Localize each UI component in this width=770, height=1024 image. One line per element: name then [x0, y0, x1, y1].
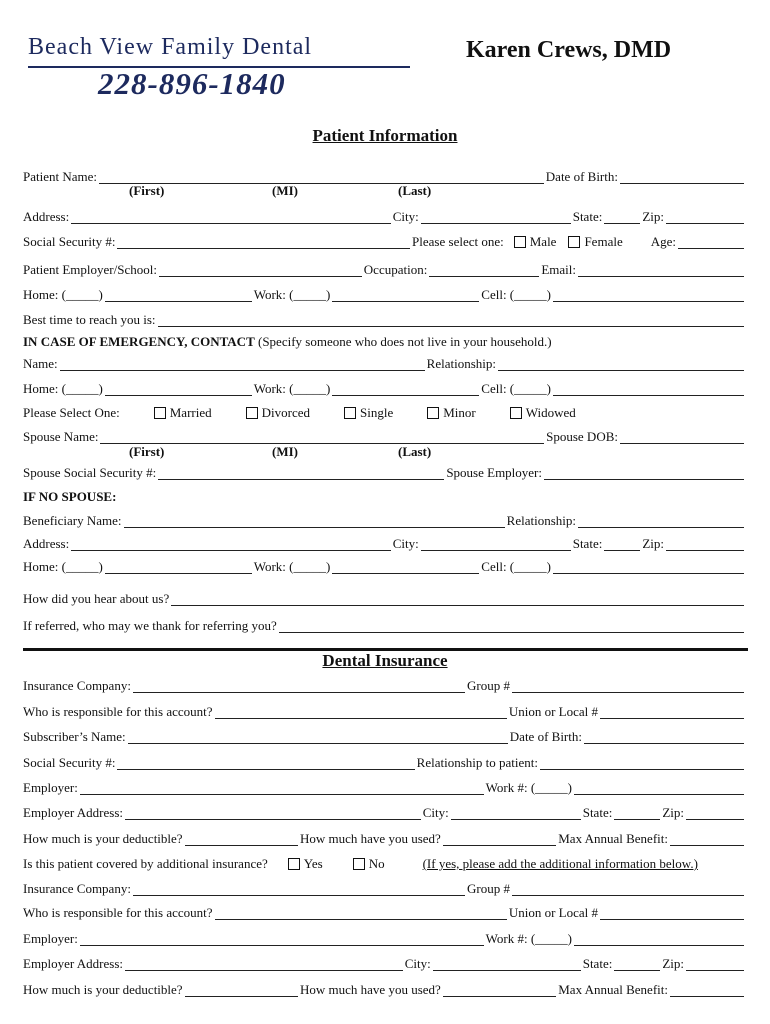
- spouse-last-caption: (Last): [398, 444, 432, 459]
- ins2-employer-label: Employer:: [23, 931, 78, 946]
- ins2-union-label: Union or Local #: [508, 905, 598, 920]
- spouse-ssn-row: [23, 465, 746, 480]
- emergency-home-label: Home: (_____): [23, 381, 103, 396]
- city-field[interactable]: [421, 211, 571, 224]
- ins2-responsible-row: [23, 905, 746, 920]
- ins2-group-field[interactable]: [512, 883, 744, 896]
- ssn-label: Social Security #:: [23, 234, 116, 249]
- beneficiary-relationship-label: Relationship:: [506, 513, 576, 528]
- responsible-label: Who is responsible for this account?: [23, 704, 213, 719]
- referred-row: [23, 618, 746, 633]
- patient-name-row: [23, 169, 746, 184]
- patient-info-title: Patient Information: [312, 126, 458, 145]
- additional-row: [23, 856, 746, 871]
- practice-name: Beach View Family Dental: [28, 34, 313, 60]
- beneficiary-zip-field[interactable]: [666, 538, 744, 551]
- cell-phone-field[interactable]: [553, 289, 744, 302]
- max-benefit-field[interactable]: [670, 833, 744, 846]
- beneficiary-city-label: City:: [392, 536, 419, 551]
- practice-phone: 228-896-1840: [98, 66, 286, 101]
- beneficiary-work-field[interactable]: [332, 561, 479, 574]
- ins2-city-label: City:: [404, 956, 431, 971]
- yes-label: Yes: [303, 856, 323, 871]
- ins2-employer-row: [23, 931, 746, 946]
- ins-company-label: Insurance Company:: [23, 678, 131, 693]
- spouse-dob-field[interactable]: [620, 431, 744, 444]
- ssn-row: [23, 234, 746, 249]
- ins2-union-field[interactable]: [600, 907, 744, 920]
- spouse-mi-caption: (MI): [272, 444, 298, 459]
- mi-caption: (MI): [272, 183, 298, 198]
- beneficiary-relationship-field[interactable]: [578, 515, 744, 528]
- ins-relationship-field[interactable]: [540, 757, 744, 770]
- subscriber-field[interactable]: [128, 731, 508, 744]
- ins2-employer-address-label: Employer Address:: [23, 956, 124, 971]
- heard-field[interactable]: [171, 593, 744, 606]
- deductible-label: How much is your deductible?: [23, 831, 183, 846]
- beneficiary-work-label: Work: (_____): [253, 559, 331, 574]
- ssn-field[interactable]: [117, 236, 410, 249]
- female-checkbox[interactable]: [568, 236, 580, 248]
- ins-city-label: City:: [422, 805, 449, 820]
- emergency-heading: [23, 334, 552, 349]
- emergency-work-label: Work: (_____): [253, 381, 331, 396]
- spouse-dob-label: Spouse DOB:: [546, 429, 618, 444]
- ins2-max-benefit-field[interactable]: [670, 984, 744, 997]
- ins2-max-benefit-label: Max Annual Benefit:: [558, 982, 668, 997]
- emergency-work-field[interactable]: [332, 383, 479, 396]
- subscriber-row: [23, 729, 746, 744]
- dob-label: Date of Birth:: [545, 169, 618, 184]
- ins-employer-address-label: Employer Address:: [23, 805, 124, 820]
- subscriber-dob-label: Date of Birth:: [509, 729, 582, 744]
- spouse-ssn-field[interactable]: [158, 467, 444, 480]
- subscriber-dob-field[interactable]: [584, 731, 744, 744]
- emergency-relationship-field[interactable]: [498, 358, 744, 371]
- ins-ssn-row: [23, 755, 746, 770]
- spouse-employer-field[interactable]: [544, 467, 744, 480]
- email-label: Email:: [541, 262, 576, 277]
- if-yes-note: (If yes, please add the additional information below.): [422, 856, 698, 871]
- ins2-company-field[interactable]: [133, 883, 465, 896]
- marital-row: [23, 405, 746, 420]
- ins-zip-field[interactable]: [686, 807, 744, 820]
- ins-city-field[interactable]: [451, 807, 581, 820]
- spouse-name-field[interactable]: [100, 431, 544, 444]
- patient-name-label: Patient Name:: [23, 169, 98, 184]
- ins2-work-label: Work #: (_____): [485, 931, 572, 946]
- doctor-name: Karen Crews, DMD: [466, 37, 672, 63]
- ins-work-label: Work #: (_____): [485, 780, 572, 795]
- spouse-employer-label: Spouse Employer:: [446, 465, 542, 480]
- used-field[interactable]: [443, 833, 556, 846]
- emergency-bold: IN CASE OF EMERGENCY, CONTACT: [23, 334, 255, 349]
- phones-row: [23, 287, 746, 302]
- spouse-name-label: Spouse Name:: [23, 429, 99, 444]
- used-label: How much have you used?: [300, 831, 441, 846]
- beneficiary-address-label: Address:: [23, 536, 70, 551]
- beneficiary-phones-row: [23, 559, 746, 574]
- ins-state-label: State:: [582, 805, 613, 820]
- ins2-state-field[interactable]: [614, 958, 660, 971]
- ins2-used-label: How much have you used?: [300, 982, 441, 997]
- ins2-zip-field[interactable]: [686, 958, 744, 971]
- ins2-employer-field[interactable]: [80, 933, 484, 946]
- zip-field[interactable]: [666, 211, 744, 224]
- group-label: Group #: [467, 678, 510, 693]
- ins2-deductible-row: [23, 982, 746, 997]
- marital-label: Please Select One:: [23, 405, 120, 420]
- deductible-field[interactable]: [185, 833, 298, 846]
- beneficiary-city-field[interactable]: [421, 538, 571, 551]
- beneficiary-label: Beneficiary Name:: [23, 513, 122, 528]
- ins-employer-row: [23, 780, 746, 795]
- heard-label: How did you hear about us?: [23, 591, 170, 606]
- beneficiary-state-field[interactable]: [604, 538, 640, 551]
- married-checkbox[interactable]: [154, 407, 166, 419]
- no-checkbox[interactable]: [353, 858, 365, 870]
- city-label: City:: [392, 209, 419, 224]
- occupation-field[interactable]: [429, 264, 539, 277]
- responsible-field[interactable]: [215, 706, 507, 719]
- ins2-company-label: Insurance Company:: [23, 881, 131, 896]
- ins-ssn-field[interactable]: [117, 757, 414, 770]
- first-caption: (First): [129, 183, 165, 198]
- ins2-employer-address-field[interactable]: [125, 958, 403, 971]
- emergency-name-field[interactable]: [60, 358, 425, 371]
- ins-employer-label: Employer:: [23, 780, 78, 795]
- ins-employer-address-row: [23, 805, 746, 820]
- work-phone-field[interactable]: [332, 289, 479, 302]
- ins-relationship-label: Relationship to patient:: [416, 755, 538, 770]
- referred-label: If referred, who may we thank for referring you?: [23, 618, 277, 633]
- ins-work-field[interactable]: [574, 782, 744, 795]
- ins2-state-label: State:: [582, 956, 613, 971]
- gender-select-label: Please select one:: [412, 234, 504, 249]
- ins2-employer-address-row: [23, 956, 746, 971]
- ins2-used-field[interactable]: [443, 984, 556, 997]
- address-row: [23, 209, 746, 224]
- home-phone-field[interactable]: [105, 289, 252, 302]
- single-checkbox[interactable]: [344, 407, 356, 419]
- referred-field[interactable]: [279, 620, 744, 633]
- male-checkbox[interactable]: [514, 236, 526, 248]
- beneficiary-home-field[interactable]: [105, 561, 252, 574]
- spouse-name-row: [23, 429, 746, 444]
- state-field[interactable]: [604, 211, 640, 224]
- responsible-row: [23, 704, 746, 719]
- email-field[interactable]: [578, 264, 744, 277]
- no-spouse-heading: IF NO SPOUSE:: [23, 489, 117, 504]
- ins-company-row: [23, 678, 746, 693]
- emergency-note: (Specify someone who does not live in your household.): [254, 334, 552, 349]
- ins-state-field[interactable]: [614, 807, 660, 820]
- emergency-name-label: Name:: [23, 356, 58, 371]
- ins2-responsible-label: Who is responsible for this account?: [23, 905, 213, 920]
- ins-employer-address-field[interactable]: [125, 807, 421, 820]
- divorced-checkbox[interactable]: [246, 407, 258, 419]
- best-time-row: [23, 312, 746, 327]
- beneficiary-address-field[interactable]: [71, 538, 390, 551]
- dob-field[interactable]: [620, 171, 744, 184]
- no-label: No: [368, 856, 385, 871]
- emergency-cell-label: Cell: (_____): [481, 381, 551, 396]
- employer-row: [23, 262, 746, 277]
- ins-company-field[interactable]: [133, 680, 465, 693]
- additional-label: Is this patient covered by additional insurance?: [23, 856, 268, 871]
- work-phone-label: Work: (_____): [253, 287, 331, 302]
- ins-ssn-label: Social Security #:: [23, 755, 116, 770]
- spouse-first-caption: (First): [129, 444, 165, 459]
- ins2-work-field[interactable]: [574, 933, 744, 946]
- male-label: Male: [529, 234, 557, 249]
- female-label: Female: [584, 234, 623, 249]
- widowed-checkbox[interactable]: [510, 407, 522, 419]
- ins2-group-label: Group #: [467, 881, 510, 896]
- single-label: Single: [360, 405, 394, 420]
- age-field[interactable]: [678, 236, 744, 249]
- beneficiary-row: [23, 513, 746, 528]
- emergency-home-field[interactable]: [105, 383, 252, 396]
- deductible-row: [23, 831, 746, 846]
- cell-phone-label: Cell: (_____): [481, 287, 551, 302]
- union-field[interactable]: [600, 706, 744, 719]
- beneficiary-field[interactable]: [124, 515, 505, 528]
- ins2-deductible-label: How much is your deductible?: [23, 982, 183, 997]
- best-time-label: Best time to reach you is:: [23, 312, 156, 327]
- occupation-label: Occupation:: [363, 262, 428, 277]
- beneficiary-cell-field[interactable]: [553, 561, 744, 574]
- beneficiary-state-label: State:: [572, 536, 603, 551]
- dental-insurance-title: Dental Insurance: [322, 651, 448, 670]
- emergency-cell-field[interactable]: [553, 383, 744, 396]
- subscriber-label: Subscriber’s Name:: [23, 729, 126, 744]
- state-label: State:: [572, 209, 603, 224]
- last-caption: (Last): [398, 183, 432, 198]
- ins-zip-label: Zip:: [662, 805, 684, 820]
- yes-checkbox[interactable]: [288, 858, 300, 870]
- group-field[interactable]: [512, 680, 744, 693]
- ins-employer-field[interactable]: [80, 782, 484, 795]
- minor-checkbox[interactable]: [427, 407, 439, 419]
- ins2-zip-label: Zip:: [662, 956, 684, 971]
- widowed-label: Widowed: [525, 405, 576, 420]
- spouse-ssn-label: Spouse Social Security #:: [23, 465, 157, 480]
- zip-label: Zip:: [642, 209, 664, 224]
- max-benefit-label: Max Annual Benefit:: [558, 831, 668, 846]
- ins2-company-row: [23, 881, 746, 896]
- employer-school-label: Patient Employer/School:: [23, 262, 157, 277]
- beneficiary-address-row: [23, 536, 746, 551]
- married-label: Married: [169, 405, 212, 420]
- employer-school-field[interactable]: [159, 264, 362, 277]
- union-label: Union or Local #: [508, 704, 598, 719]
- divorced-label: Divorced: [261, 405, 310, 420]
- emergency-name-row: [23, 356, 746, 371]
- minor-label: Minor: [443, 405, 476, 420]
- emergency-phones-row: [23, 381, 746, 396]
- beneficiary-cell-label: Cell: (_____): [481, 559, 551, 574]
- ins2-city-field[interactable]: [433, 958, 581, 971]
- age-label: Age:: [650, 234, 676, 249]
- ins2-deductible-field[interactable]: [185, 984, 298, 997]
- address-field[interactable]: [71, 211, 390, 224]
- heard-row: [23, 591, 746, 606]
- home-phone-label: Home: (_____): [23, 287, 103, 302]
- beneficiary-zip-label: Zip:: [642, 536, 664, 551]
- best-time-field[interactable]: [158, 314, 744, 327]
- ins2-responsible-field[interactable]: [215, 907, 507, 920]
- beneficiary-home-label: Home: (_____): [23, 559, 103, 574]
- emergency-relationship-label: Relationship:: [426, 356, 496, 371]
- address-label: Address:: [23, 209, 70, 224]
- patient-name-field[interactable]: [99, 171, 544, 184]
